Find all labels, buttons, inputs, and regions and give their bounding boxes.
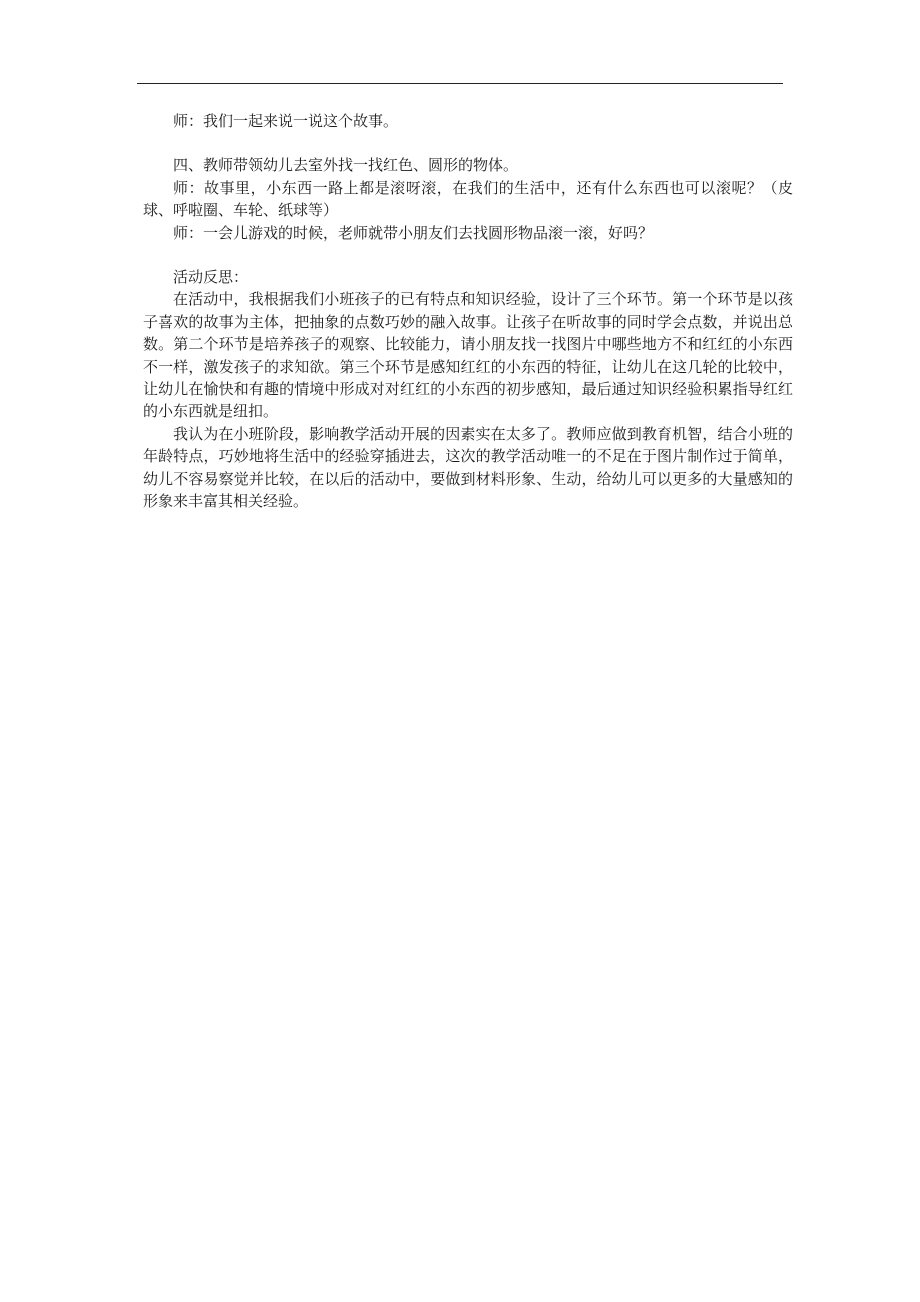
paragraph-gap	[143, 132, 793, 154]
paragraph-gap	[143, 244, 793, 266]
step-four-heading: 四、教师带领幼儿去室外找一找红色、圆形的物体。	[173, 156, 519, 175]
header-rule	[137, 83, 783, 84]
document-body	[143, 110, 793, 513]
reflection-paragraph-1: 在活动中，我根据我们小班孩子的已有特点和知识经验，设计了三个环节。第一个环节是以孩子喜欢的故事为主体，把抽象的点数巧妙的融入故事。让孩子在听故事的同时学会点数，并说出总数。第二个环节是培养孩子的观察、比较能力，请小朋友找一找图片中哪些地方不和红红的小东西不一样，激发孩子的求知欲。第三个环节是感知红红的小东西的特征，让幼儿在这几轮的比较中，让幼儿在愉快和有趣的情境中形成对对红红的小东西的初步感知，最后通过知识经验积累指导红红的小东西就是纽扣。	[143, 290, 793, 421]
story-telling-line: 师：我们一起来说一说这个故事。	[173, 112, 399, 130]
teacher-invitation: 师：一会儿游戏的时候，老师就带小朋友们去找圆形物品滚一滚，好吗？	[173, 223, 654, 242]
reflection-heading: 活动反思：	[173, 268, 249, 287]
reflection-paragraph-2: 我认为在小班阶段，影响教学活动开展的因素实在太多了。教师应做到教育机智，结合小班的年龄特点，巧妙地将生活中的经验穿插进去，这次的教学活动唯一的不足在于图片制作过于简单，幼儿不容易察觉并比较，在以后的活动中，要做到材料形象、生动，给幼儿可以更多的大量感知的形象来丰富其相关经验。	[143, 424, 793, 511]
teacher-question: 师：故事里，小东西一路上都是滚呀滚，在我们的生活中，还有什么东西也可以滚呢？（皮球、呼啦圈、车轮、纸球等）	[143, 178, 793, 220]
